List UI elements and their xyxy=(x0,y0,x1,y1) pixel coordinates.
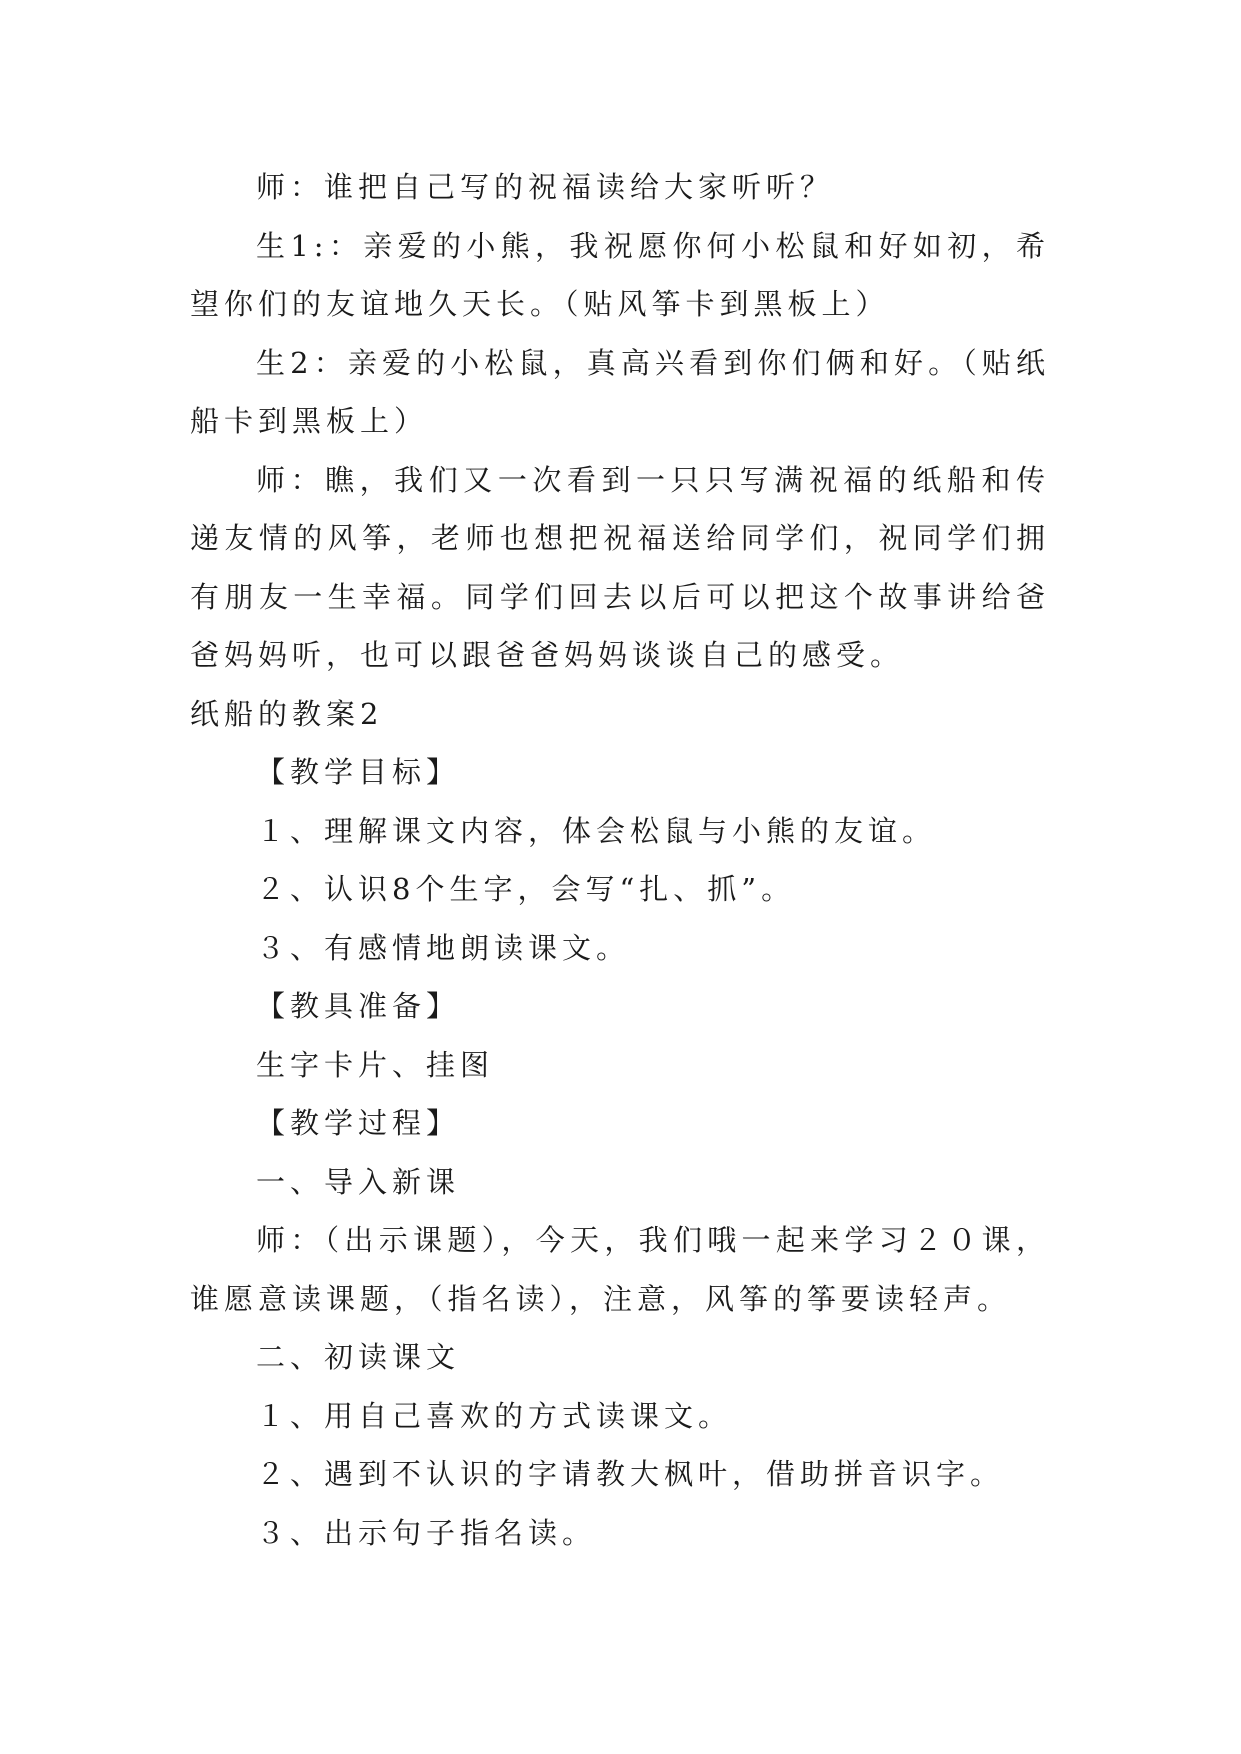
heading-teaching-process: 【教学过程】 xyxy=(256,1106,461,1140)
goal-item-1: １、理解课文内容，体会松鼠与小熊的友谊。 xyxy=(256,813,937,848)
reading-item-2: ２、遇到不认识的字请教大枫叶，借助拼音识字。 xyxy=(256,1457,1005,1491)
heading-teaching-goals: 【教学目标】 xyxy=(256,755,461,789)
goal-item-3: ３、有感情地朗读课文。 xyxy=(256,930,631,965)
step-heading-1: 一、导入新课 xyxy=(256,1164,461,1199)
paragraph-teacher-intro: 师：（出示课题），今天，我们哦一起来学习２０课，谁愿意读课题，（指名读），注意，风筝的筝要读轻声。 xyxy=(190,1223,1050,1316)
section-title: 纸船的教案2 xyxy=(190,696,384,731)
paragraph-student-1: 生1:：亲爱的小熊，我祝愿你何小松鼠和好如初，希望你们的友谊地久天长。（贴风筝卡到黑板上） xyxy=(190,228,1050,321)
paragraph-student-2: 生2：亲爱的小松鼠，真高兴看到你们俩和好。（贴纸船卡到黑板上） xyxy=(190,345,1050,438)
reading-item-3: ３、出示句子指名读。 xyxy=(256,1515,597,1550)
reading-item-1: １、用自己喜欢的方式读课文。 xyxy=(256,1398,733,1433)
step-heading-2: 二、初读课文 xyxy=(256,1340,461,1374)
document-body xyxy=(190,158,1050,1562)
teaching-aids-text: 生字卡片、挂图 xyxy=(256,1047,495,1082)
paragraph-teacher-question: 师：谁把自己写的祝福读给大家听听？ xyxy=(256,170,835,204)
heading-teaching-aids: 【教具准备】 xyxy=(256,989,461,1023)
paragraph-teacher-closing: 师：瞧，我们又一次看到一只只写满祝福的纸船和传递友情的风筝，老师也想把祝福送给同学们，祝同学们拥有朋友一生幸福。同学们回去以后可以把这个故事讲给爸爸妈妈听，也可以跟爸爸妈妈谈谈自己的感受。 xyxy=(190,462,1050,672)
goal-item-2: ２、认识8个生字，会写“扎、抓”。 xyxy=(256,872,796,906)
